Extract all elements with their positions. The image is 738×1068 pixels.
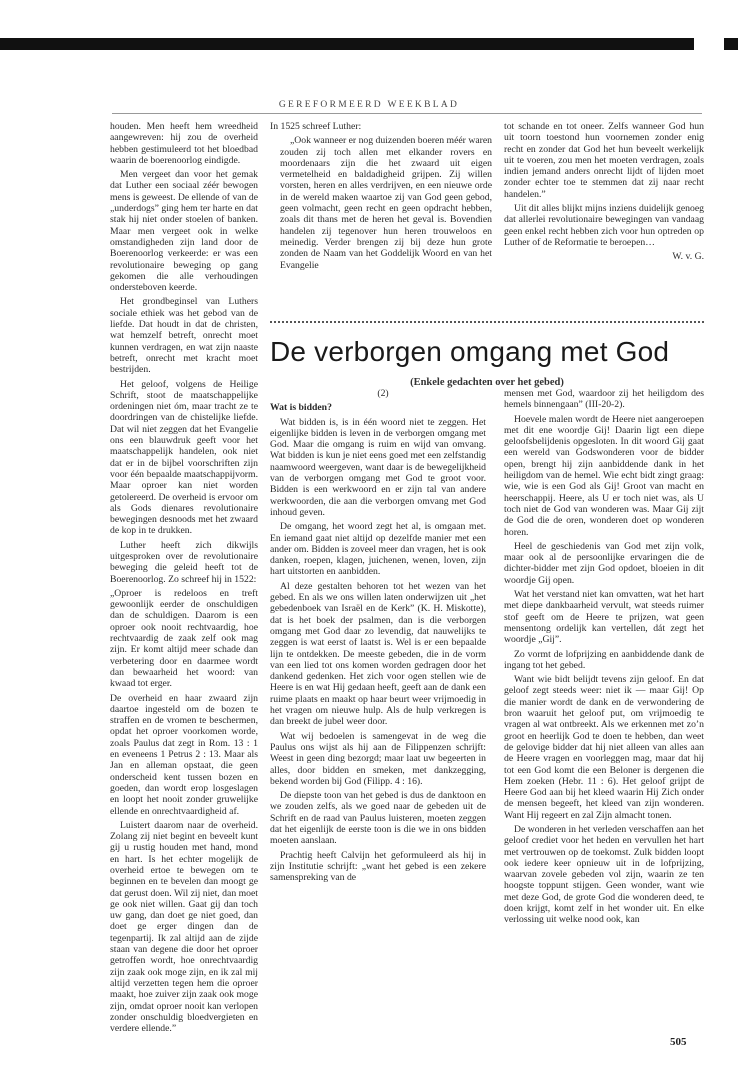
header-rule xyxy=(112,113,702,114)
paragraph: Wat bidden is, is in één woord niet te zeggen. Het eigenlijke bidden is leven in de verborgen omgang met God. Maar die omgang is ruim en wijd van omvang. Wat bidden is kun je niet eens goed met een zelfstandig naamwoord weergeven, want daar is de bewegelijkheid van de verborgen omgang met God te groot voor. Bidden is een werkwoord en er zijn tal van andere werkwoorden, die aan die verborgen omvang met God inhoud geven. xyxy=(270,416,486,518)
paragraph: De wonderen in het verleden verschaffen aan het geloof crediet voor het heden en vervullen het hart met vertrouwen op de toekomst. Zulk bidden loopt ook iedere keer opnieuw uit in de lofprijzing, waarvan zovele gebeden vol zijn, waarin ze ten hoogste toppunt stijgen. Geen wonder, want wie met deze God, de grote God die wonderen deed, te doen krijgt, komt zelf in het wonder uit. En elke verlossing uit welke nood ook, kan xyxy=(504,823,704,926)
paragraph: mensen met God, waardoor zij het heiligdom des hemels binnengaan” (III-20-2). xyxy=(504,388,704,411)
running-header: GEREFORMEERD WEEKBLAD xyxy=(278,100,460,110)
part-number: (2) xyxy=(377,388,389,399)
paragraph: Prachtig heeft Calvijn het geformuleerd als hij in zijn Institutie schrijft: „want het gebed is een zekere samenspreking van de xyxy=(270,849,486,884)
paragraph: Wat wij bedoelen is samengevat in de weg die Paulus ons wijst als hij aan de Filippenzen schrijft: Weest in geen ding bezorgd; maar laat uw begeerten in alles, door bidden en smeken, met dankzegging, bekend worden bij God (Filipp. 4 : 16). xyxy=(270,730,486,787)
paragraph: Men vergeet dan voor het gemak dat Luther een sociaal zéér bewogen mens is geweest. De ellende of van de „underdogs” ging hem ter harte en dat stak hij niet onder stoelen of banken. Maar men vergeet ook in welke omstandigheden zijn land door de Boerenoorlog verkeerde: er was een revolutionaire beweging op gang gekomen die alle verhoudingen ondersteboven keerde. xyxy=(110,169,258,294)
paragraph: Hoevele malen wordt de Heere niet aangeroepen met dit ene woordje Gij! Daarin ligt een diepe geloofsbelijdenis opgesloten. In dit woord Gij gaat een wereld van Godswonderen voor de bidder open, brengt hij zijn aanbiddende dank in het heiligdom van de hemel. Wie echt bidt zingt graag: wie, wie is een God als Gij! Groot van macht en heerschappij. Heere, als U er toch niet was, als U toch niet de God van wonderen was. Maar Gij zijt de God die de oren, wonderen doet op wonderen horen. xyxy=(504,413,704,538)
paragraph: De diepste toon van het gebed is dus de danktoon en we zouden zelfs, als we goed naar de gebeden uit de Schrift en de raad van Paulus luisteren, moeten zeggen dat het eigenlijk de eerste toon is die we in ons bidden moeten aanslaan. xyxy=(270,790,486,847)
article-subtitle: (Enkele gedachten over het gebed) xyxy=(410,377,564,388)
paragraph: De omgang, het woord zegt het al, is omgaan met. En iemand gaat niet altijd op dezelfde manier met een ander om. Bidden is zoveel meer dan vragen, het is ook danken, roepen, klagen, juichenen, wenen, loven, zijn hart uitstorten en aanbidden. xyxy=(270,521,486,578)
paragraph: Wat het verstand niet kan omvatten, wat het hart met diepe dankbaarheid vervult, wat steeds ruimer stof geeft om de Heere te prijzen, wat geen mensentong ordelijk kan vertellen, dát zegt het woordje „Gij”. xyxy=(504,589,704,646)
quote-paragraph: De overheid en haar zwaard zijn daartoe ingesteld om de bozen te straffen en de vromen te beschermen, opdat het oproer voorkomen worde, zoals Paulus dat zegt in Rom. 13 : 1 en eveneens 1 Petrus 2 : 13. Maar als Jan en alleman opstaat, die geen onderscheid kent tussen bozen en goeden, dan wordt erop losgeslagen en loopt het nooit zonder gruwelijke ellende en onrechtvaardigheid af. xyxy=(110,692,258,817)
scan-corner-notch xyxy=(694,34,724,50)
paragraph: In 1525 schreef Luther: xyxy=(270,121,362,132)
paragraph: Al deze gestalten behoren tot het wezen van het gebed. En als we ons willen laten onderwijzen uit „het gebedenboek van Israël en de Kerk” (K. H. Miskotte), dat is het boek der psalmen, dan is die verborgen omgang met God daar zo levendig, dat nauwelijks te zeggen is wat eerst of laatst is. Wel is er een bepaalde lijn te ontdekken. De meeste gebeden, die in de vorm van een lied tot ons komen worden gedragen door het dankend gedenken. Het zich voor ogen stellen wie de Heere is en wat Hij gedaan heeft, geeft aan de dank een ruime plaats en maakt op haar beurt weer vrijmoedig in het vragen om nieuwe hulp. Als de hulp verkregen is dan breekt de jubel weer door. xyxy=(270,580,486,728)
page-number: 505 xyxy=(670,1036,687,1048)
column-3 xyxy=(504,121,704,266)
section-divider xyxy=(270,321,704,323)
quote-paragraph: „Oproer is redeloos en treft gewoonlijk eerder de onschuldigen dan de schuldigen. Daarom is een oproer ook nooit rechtvaardig, hoe rechtvaardig de zaak zelf ook mag zijn. Er komt altijd meer schade dan verbetering door en daarmee wordt dan bewaarheid het woord: van kwaad tot erger. xyxy=(110,587,258,690)
quote-paragraph: Luistert daarom naar de overheid. Zolang zij niet begint en beveelt kunt gij u rustig houden met hand, mond en hart. Is het echter mogelijk de overheid ertoe te bewegen om te beginnen en te bevelen dan moogt ge dat gerust doen. Wil zij niet, dan moet ge ook niet willen. Gaat gij dan toch uw gang, dan doet ge niet goed, dan doet ge erger dingen dan de tegenpartij. Ik zal altijd aan de zijde staan van degene die door het oproer getroffen wordt, hoe onrechtvaardig zijn zaak ook moge zijn, en ik zal mij altijd verzetten tegen hem die oproer maakt, hoe zuiver zijn zaak ook moge zijn, omdat oproer nooit kan verlopen zonder onschuldig bloedvergieten en verdere ellende.” xyxy=(110,819,258,1035)
paragraph: Heel de geschiedenis van God met zijn volk, maar ook al de persoonlijke ervaringen die de dichter-bidder met zijn God opdoet, bloeien in dit woordje Gij open. xyxy=(504,540,704,586)
paragraph: Want wie bidt belijdt tevens zijn geloof. En dat geloof zegt steeds weer: niet ik — maar Gij! Op die manier wordt de dank en de verwondering de bron waaruit het geloof put, om vrijmoedig te vragen al wat ontbreekt. Als we erkennen met zo’n groot en heerlijk God te doen te hebben, dan weet de gelovige bidder dat hij niet alleen van alles aan de Heere vragen en voorleggen mag, maar dat hij tot een God komt die een Beloner is dergenen die Hem zoeken (Hebr. 11 : 6). Het geloof grijpt de Heere God aan bij het kleed waarin Hij Zich onder de mensen begeeft, het kleed van zijn wonderen. Want Hij regeert en zal Zijn almacht tonen. xyxy=(504,674,704,821)
paragraph: Het geloof, volgens de Heilige Schrift, stoot de maatschappelijke ordeningen niet óm, maar tracht ze te doordringen van de chistelijke liefde. Dat wil niet zeggen dat het Evangelie ons een blauwdruk geeft voor het maatschappelijk handelen, ook niet dat er in de bijbel voorschriften zijn voor één bepaalde maatschappijvorm. Maar oproer kan niet worden getolereerd. De overheid is ervoor om als Gods dienares revolutionaire bewegingen desnoods met het zwaard de kop in te drukken. xyxy=(110,378,258,537)
quote-paragraph: tot schande en tot oneer. Zelfs wanneer God hun uit toorn toestond hun voornemen zonder enig recht en zonder dat God het hun beveelt werkelijk uit te voeren, zou men het moeten verdragen, zoals indien jemand anders onrecht lijdt of lijden moet zonder echter toe te stemmen dat zij naar recht handelen.” xyxy=(504,121,704,200)
scan-top-border xyxy=(0,0,738,50)
column-2 xyxy=(270,121,492,274)
paragraph: Uit dit alles blijkt mijns inziens duidelijk genoeg dat allerlei revolutionaire bewegingen van vandaag geen enkel recht hebben zich voor hun optreden op Luther of de Reformatie te beroepen… xyxy=(504,203,704,248)
column-5 xyxy=(504,388,704,929)
section-heading: Wat is bidden? xyxy=(270,402,332,414)
article-title: De verborgen omgang met God xyxy=(270,336,670,367)
column-1 xyxy=(110,121,258,1037)
paragraph: Luther heeft zich dikwijls uitgesproken over de revolutionaire beweging die geleid heeft tot de Boerenoorlog. Zo schreef hij in 1522: xyxy=(110,539,258,585)
quote-paragraph: „Ook wanneer er nog duizenden boeren méér waren zouden zij toch allen met elkander rovers en moordenaars zijn die het zwaard uit eigen vermetelheid en baldadigheid grijpen. Zij willen vorsten, heren en alles verdrijven, en een nieuwe orde in de wereld maken waartoe zij van God geen gebod, geen volmacht, geen recht en geen opdracht hebben, zoals dit thans met de heren het geval is. Bovendien handelen zij tegenover hun heren trouweloos en meinedig. Verder brengen zij bij deze hun grote zonden de Naam van het Goddelijk Woord en van het Evangelie xyxy=(280,135,492,271)
column-4 xyxy=(270,388,486,886)
scan-black-band xyxy=(0,38,738,50)
paragraph: Het grondbeginsel van Luthers sociale ethiek was het gebod van de liefde. Dat houdt in dat de christen, wat hemzelf betreft, onrecht moet kunnen verdragen, en wat zijn naaste betreft, onrecht met kracht moet bestrijden. xyxy=(110,296,258,376)
author-signature: W. v. G. xyxy=(672,251,704,263)
paragraph: houden. Men heeft hem wreedheid aangewreven: hij zou de overheid hebben gestimuleerd tot het bloedbad waarin de boerenoorlog eindigde. xyxy=(110,121,258,166)
paragraph: Zo vormt de lofprijzing en aanbiddende dank de ingang tot het gebed. xyxy=(504,648,704,671)
